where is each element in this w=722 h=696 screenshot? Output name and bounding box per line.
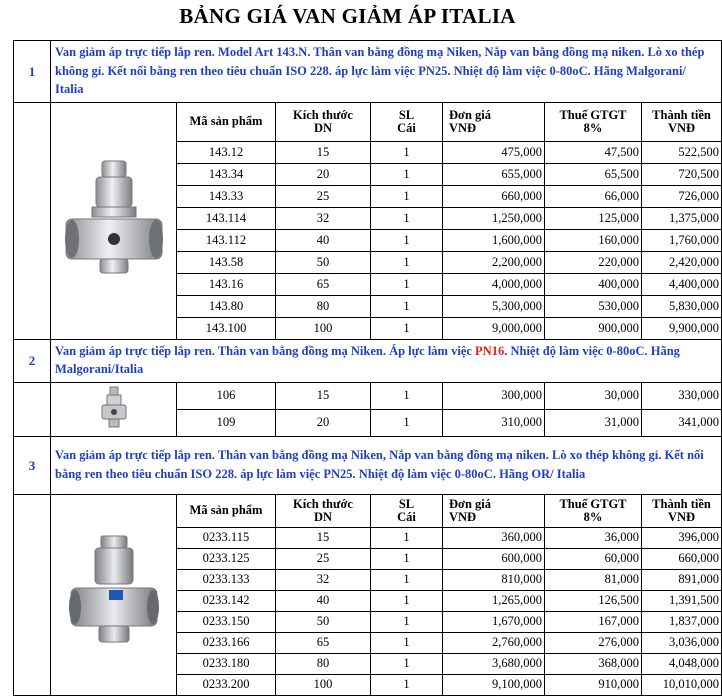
cell-vat: 167,000 (545, 611, 642, 632)
cell-price: 3,680,000 (443, 653, 545, 674)
cell-code: 143.58 (177, 251, 276, 273)
cell-price: 4,000,000 (443, 273, 545, 295)
cell-price: 360,000 (443, 527, 545, 548)
cell-price: 300,000 (443, 382, 545, 409)
col-qty-unit: Cái (397, 509, 416, 524)
cell-total: 9,900,000 (642, 317, 722, 339)
product-image-cell (51, 494, 177, 695)
cell-price: 310,000 (443, 409, 545, 436)
cell-size: 65 (276, 273, 371, 295)
cell-price: 810,000 (443, 569, 545, 590)
cell-vat: 910,000 (545, 674, 642, 695)
cell-vat: 400,000 (545, 273, 642, 295)
cell-size: 50 (276, 611, 371, 632)
col-price-label: Đơn giá (449, 496, 491, 511)
col-qty (371, 494, 443, 527)
section-row (14, 436, 722, 494)
col-vat-unit: 8% (583, 509, 603, 524)
cell-vat: 160,000 (545, 229, 642, 251)
col-size-unit: DN (313, 509, 333, 524)
cell-qty: 1 (371, 185, 443, 207)
col-total (642, 494, 722, 527)
cell-size: 25 (276, 548, 371, 569)
cell-qty: 1 (371, 163, 443, 185)
cell-vat: 30,000 (545, 382, 642, 409)
cell-code: 143.12 (177, 141, 276, 163)
col-total-unit: VNĐ (667, 509, 696, 524)
section-description (51, 339, 722, 382)
col-vat (545, 494, 642, 527)
cell-code: 143.100 (177, 317, 276, 339)
cell-qty: 1 (371, 317, 443, 339)
cell-price: 1,250,000 (443, 207, 545, 229)
cell-total: 660,000 (642, 548, 722, 569)
description-text: Van giảm áp trực tiếp lắp ren. Thân van bằng đồng mạ Niken. Áp lực làm việc (55, 343, 476, 358)
col-price-label: Đơn giá (449, 107, 491, 122)
cell-size: 65 (276, 632, 371, 653)
cell-price: 1,265,000 (443, 590, 545, 611)
cell-total: 4,400,000 (642, 273, 722, 295)
cell-vat: 900,000 (545, 317, 642, 339)
cell-code: 0233.125 (177, 548, 276, 569)
cell-code: 143.112 (177, 229, 276, 251)
section-index: 1 (14, 41, 51, 103)
col-vat-label: Thuế GTGT (559, 496, 627, 511)
cell-size: 100 (276, 674, 371, 695)
cell-qty: 1 (371, 590, 443, 611)
cell-qty: 1 (371, 632, 443, 653)
col-qty-unit: Cái (397, 120, 416, 135)
cell-qty: 1 (371, 382, 443, 409)
description-text: . Nhiệt độ làm việc 0-80oC. Hãng Malgorani/Italia (55, 343, 680, 376)
header-row (14, 102, 722, 141)
cell-code: 0233.200 (177, 674, 276, 695)
cell-total: 1,391,500 (642, 590, 722, 611)
cell-code: 143.80 (177, 295, 276, 317)
cell-size: 15 (276, 527, 371, 548)
page-title: BẢNG GIÁ VAN GIẢM ÁP ITALIA (179, 4, 516, 28)
cell-size: 20 (276, 409, 371, 436)
cell-vat: 66,000 (545, 185, 642, 207)
cell-code: 143.114 (177, 207, 276, 229)
col-total-label: Thành tiền (652, 496, 711, 511)
cell-price: 1,600,000 (443, 229, 545, 251)
table-row (14, 382, 722, 409)
cell-size: 25 (276, 185, 371, 207)
cell-total: 522,500 (642, 141, 722, 163)
section-index: 3 (14, 436, 51, 494)
cell-price: 2,200,000 (443, 251, 545, 273)
cell-price: 655,000 (443, 163, 545, 185)
col-code: Mã sản phẩm (177, 494, 276, 527)
product-image-cell (51, 382, 177, 436)
cell-qty: 1 (371, 141, 443, 163)
col-vat-label: Thuế GTGT (559, 107, 627, 122)
cell-vat: 81,000 (545, 569, 642, 590)
cell-size: 15 (276, 141, 371, 163)
cell-code: 0233.142 (177, 590, 276, 611)
valve-small-photo (100, 385, 128, 431)
col-qty (371, 102, 443, 141)
cell-size: 80 (276, 295, 371, 317)
cell-code: 0233.150 (177, 611, 276, 632)
cell-vat: 36,000 (545, 527, 642, 548)
cell-size: 32 (276, 569, 371, 590)
cell-total: 4,048,000 (642, 653, 722, 674)
cell-code: 0233.166 (177, 632, 276, 653)
cell-vat: 65,500 (545, 163, 642, 185)
col-price (443, 494, 545, 527)
cell-total: 726,000 (642, 185, 722, 207)
cell-size: 32 (276, 207, 371, 229)
cell-total: 396,000 (642, 527, 722, 548)
cell-price: 9,100,000 (443, 674, 545, 695)
col-size-label: Kích thước (293, 107, 353, 122)
cell-price: 1,670,000 (443, 611, 545, 632)
cell-price: 475,000 (443, 141, 545, 163)
cell-total: 720,500 (642, 163, 722, 185)
section-description: Van giảm áp trực tiếp lắp ren. Thân van bằng đồng mạ Niken, Nắp van bằng đồng mạ niken. Lò xo thép không gỉ. Kết nối bằng ren theo tiêu chuẩn ISO 228. áp lực làm việc PN25. Nhiệt độ làm việc 0-80oC. Hãng OR/ Italia (51, 436, 722, 494)
cell-qty: 1 (371, 251, 443, 273)
col-total (642, 102, 722, 141)
cell-vat: 220,000 (545, 251, 642, 273)
cell-qty: 1 (371, 295, 443, 317)
cell-vat: 125,000 (545, 207, 642, 229)
section-description: Van giảm áp trực tiếp lắp ren. Model Art 143.N. Thân van bằng đồng mạ Niken, Nắp van bằng đồng mạ niken. Lò xo thép không gỉ. Kết nối bằng ren theo tiêu chuẩn ISO 228. áp lực làm việc PN25. Nhiệt độ làm việc 0-80oC. Hãng Malgorani/ Italia (51, 41, 722, 103)
col-qty-label: SL (398, 496, 415, 511)
cell-size: 100 (276, 317, 371, 339)
cell-code: 143.33 (177, 185, 276, 207)
cell-qty: 1 (371, 527, 443, 548)
col-size (276, 494, 371, 527)
cell-vat: 31,000 (545, 409, 642, 436)
cell-qty: 1 (371, 273, 443, 295)
cell-total: 1,375,000 (642, 207, 722, 229)
product-image-cell (51, 102, 177, 339)
cell-size: 15 (276, 382, 371, 409)
cell-qty: 1 (371, 611, 443, 632)
pressure-reducing-valve-photo (62, 157, 166, 281)
cell-vat: 60,000 (545, 548, 642, 569)
cell-price: 660,000 (443, 185, 545, 207)
cell-price: 600,000 (443, 548, 545, 569)
section-index: 2 (14, 339, 51, 382)
cell-total: 1,760,000 (642, 229, 722, 251)
price-table (13, 40, 722, 696)
col-qty-label: SL (398, 107, 415, 122)
cell-code: 143.16 (177, 273, 276, 295)
cell-code: 143.34 (177, 163, 276, 185)
cell-total: 5,830,000 (642, 295, 722, 317)
col-size-label: Kích thước (293, 496, 353, 511)
cell-code: 106 (177, 382, 276, 409)
cell-vat: 276,000 (545, 632, 642, 653)
pressure-highlight: PN16 (475, 343, 505, 358)
col-price-unit: VNĐ (449, 509, 477, 524)
header-row (14, 494, 722, 527)
col-size (276, 102, 371, 141)
cell-vat: 126,500 (545, 590, 642, 611)
cell-total: 891,000 (642, 569, 722, 590)
cell-size: 80 (276, 653, 371, 674)
cell-qty: 1 (371, 207, 443, 229)
cell-price: 2,760,000 (443, 632, 545, 653)
cell-size: 40 (276, 229, 371, 251)
cell-price: 9,000,000 (443, 317, 545, 339)
cell-price: 5,300,000 (443, 295, 545, 317)
col-code: Mã sản phẩm (177, 102, 276, 141)
cell-size: 40 (276, 590, 371, 611)
cell-qty: 1 (371, 229, 443, 251)
cell-total: 10,010,000 (642, 674, 722, 695)
cell-vat: 47,500 (545, 141, 642, 163)
cell-total: 2,420,000 (642, 251, 722, 273)
valve-brass-photo (67, 534, 161, 652)
cell-size: 50 (276, 251, 371, 273)
col-total-unit: VNĐ (667, 120, 696, 135)
col-price-unit: VNĐ (449, 120, 477, 135)
cell-vat: 530,000 (545, 295, 642, 317)
cell-code: 109 (177, 409, 276, 436)
cell-qty: 1 (371, 569, 443, 590)
col-price (443, 102, 545, 141)
col-vat-unit: 8% (583, 120, 603, 135)
cell-total: 341,000 (642, 409, 722, 436)
cell-vat: 368,000 (545, 653, 642, 674)
cell-total: 1,837,000 (642, 611, 722, 632)
cell-code: 0233.115 (177, 527, 276, 548)
col-size-unit: DN (313, 120, 333, 135)
cell-qty: 1 (371, 409, 443, 436)
cell-code: 0233.133 (177, 569, 276, 590)
cell-size: 20 (276, 163, 371, 185)
cell-total: 330,000 (642, 382, 722, 409)
section-row (14, 41, 722, 103)
cell-qty: 1 (371, 548, 443, 569)
col-vat (545, 102, 642, 141)
cell-total: 3,036,000 (642, 632, 722, 653)
cell-qty: 1 (371, 653, 443, 674)
section-row (14, 339, 722, 382)
cell-code: 0233.180 (177, 653, 276, 674)
cell-qty: 1 (371, 674, 443, 695)
col-total-label: Thành tiền (652, 107, 711, 122)
